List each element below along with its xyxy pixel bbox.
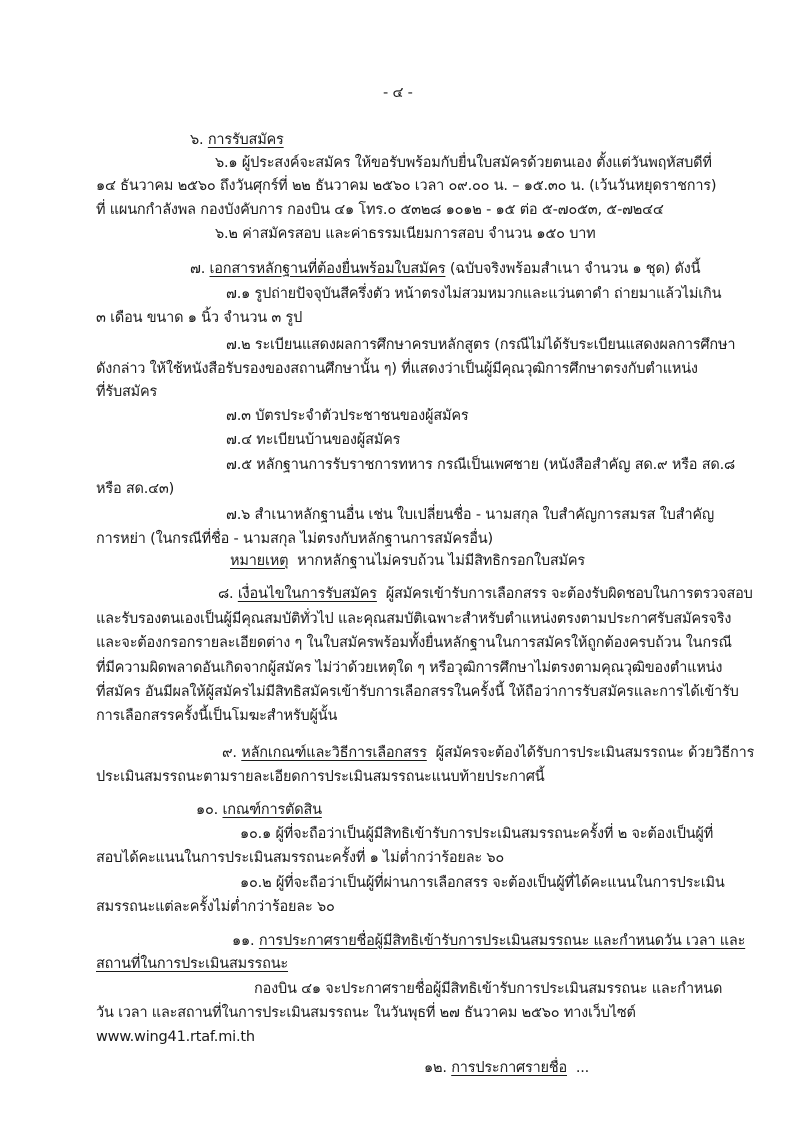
section-6-heading <box>190 130 284 150</box>
section-title: เกณฑ์การตัดสิน <box>222 802 322 818</box>
section-9-heading <box>222 743 754 763</box>
section-title-suffix: (ฉบับจริงพร้อมสำเนา จำนวน ๑ ชุด) ดังนี้ <box>449 261 701 277</box>
list-item: ๗.๒ ระเบียนแสดงผลการศึกษาครบหลักสูตร (กรณีไม่ได้รับระเบียนแสดงผลการศึกษา <box>226 337 736 353</box>
paragraph-line: ที่มีความผิดพลาดอันเกิดจากผู้สมัคร ไม่ว่าด้วยเหตุใด ๆ หรือวุฒิการศึกษาไม่ตรงตามคุณวุฒิของตำแหน่ง <box>96 660 723 676</box>
section-8-heading <box>218 584 753 604</box>
section-title: การรับสมัคร <box>207 132 284 148</box>
section-title: เอกสารหลักฐานที่ต้องยื่นพร้อมใบสมัคร <box>209 261 446 277</box>
list-item: ๑๐.๑ ผู้ที่จะถือว่าเป็นผู้มีสิทธิเข้ารับการประเมินสมรรถนะครั้งที่ ๒ จะต้องเป็นผู้ที่ <box>240 826 714 842</box>
list-item-cont: สมรรถนะแต่ละครั้งไม่ต่ำกว่าร้อยละ ๖๐ <box>96 899 335 915</box>
paragraph-line: และรับรองตนเองเป็นผู้มีคุณสมบัติทั่วไป และคุณสมบัติเฉพาะสำหรับตำแหน่งตรงตามประกาศรับสมัครจริง <box>96 611 732 627</box>
section-title: เงื่อนไขในการรับสมัคร <box>237 586 377 602</box>
section-number: ๑๐. <box>196 802 219 818</box>
list-item: ๑๐.๒ ผู้ที่จะถือว่าเป็นผู้ที่ผ่านการเลือกสรร จะต้องเป็นผู้ที่ได้คะแนนในการประเมิน <box>240 875 725 891</box>
paragraph-line: การเลือกสรรครั้งนี้เป็นโมฆะสำหรับผู้นั้น <box>96 708 338 724</box>
paragraph-line: ที่สมัคร อันมีผลให้ผู้สมัครไม่มีสิทธิสมัครเข้ารับการเลือกสรรในครั้งนี้ ให้ถือว่าการรับสมัครและการได้เข้ารับ <box>96 684 739 700</box>
list-item-cont: การหย่า (ในกรณีที่ชื่อ - นามสกุล ไม่ตรงกับหลักฐานการสมัครอื่น) <box>96 531 493 547</box>
section-number: ๘. <box>218 586 234 602</box>
paragraph-line: ๖.๑ ผู้ประสงค์จะสมัคร ให้ขอรับพร้อมกับยื่นใบสมัครด้วยตนเอง ตั้งแต่วันพฤหัสบดีที่ <box>215 155 712 171</box>
note <box>230 551 585 571</box>
page-number: - ๔ - <box>383 85 413 101</box>
section-number: ๑๑. <box>232 933 255 949</box>
list-item-cont: ที่รับสมัคร <box>96 384 158 400</box>
section-10-heading <box>196 800 322 820</box>
section-number: ๗. <box>190 261 206 277</box>
continuation-marker <box>424 1058 589 1078</box>
list-item-cont: สอบได้คะแนนในการประเมินสมรรถนะครั้งที่ ๑ ไม่ต่ำกว่าร้อยละ ๖๐ <box>96 850 505 866</box>
paragraph-text: ผู้สมัครจะต้องได้รับการประเมินสมรรถนะ ด้วยวิธีการ <box>435 745 755 761</box>
section-number: ๑๒. <box>424 1060 447 1076</box>
ellipsis: ... <box>575 1060 590 1076</box>
paragraph-text: ผู้สมัครเข้ารับการเลือกสรร จะต้องรับผิดชอบในการตรวจสอบ <box>385 586 753 602</box>
paragraph-line: ๖.๒ ค่าสมัครสอบ และค่าธรรมเนียมการสอบ จำนวน ๑๕๐ บาท <box>215 226 596 242</box>
paragraph-line: วัน เวลา และสถานที่ในการประเมินสมรรถนะ ในวันพุธที่ ๒๗ ธันวาคม ๒๕๖๐ ทางเว็บไซต์ <box>96 1005 636 1021</box>
section-11-heading <box>232 931 745 951</box>
list-item: ๗.๑ รูปถ่ายปัจจุบันสีครึ่งตัว หน้าตรงไม่สวมหมวกและแว่นตาดำ ถ่ายมาแล้วไม่เกิน <box>226 286 722 302</box>
list-item: ๗.๖ สำเนาหลักฐานอื่น เช่น ใบเปลี่ยนชื่อ - นามสกุล ใบสำคัญการสมรส ใบสำคัญ <box>226 507 715 523</box>
next-section-title: การประกาศรายชื่อ <box>451 1060 567 1076</box>
section-7-heading <box>190 259 700 279</box>
list-item-cont: ดังกล่าว ให้ใช้หนังสือรับรองของสถานศึกษานั้น ๆ) ที่แสดงว่าเป็นผู้มีคุณวุฒิการศึกษาตรงกับตำแหน่ง <box>96 361 698 377</box>
list-item: ๗.๕ หลักฐานการรับราชการทหาร กรณีเป็นเพศชาย (หนังสือสำคัญ สด.๙ หรือ สด.๘ <box>226 457 735 473</box>
section-number: ๙. <box>222 745 237 761</box>
note-text: หากหลักฐานไม่ครบถ้วน ไม่มีสิทธิกรอกใบสมัคร <box>297 553 585 569</box>
note-label: หมายเหตุ <box>230 553 289 569</box>
paragraph-line: ๑๔ ธันวาคม ๒๕๖๐ ถึงวันศุกร์ที่ ๒๒ ธันวาคม ๒๕๖๐ เวลา ๐๙.๐๐ น. – ๑๕.๓๐ น. (เว้นวันหยุดราชการ) <box>96 178 717 194</box>
section-title-cont: สถานที่ในการประเมินสมรรถนะ <box>96 956 289 972</box>
list-item-cont: หรือ สด.๔๓) <box>96 481 175 497</box>
website-url: www.wing41.rtaf.mi.th <box>96 1029 255 1045</box>
section-number: ๖. <box>190 132 204 148</box>
section-title: หลักเกณฑ์และวิธีการเลือกสรร <box>241 745 427 761</box>
paragraph-line: และจะต้องกรอกรายละเอียดต่าง ๆ ในใบสมัครพร้อมทั้งยื่นหลักฐานในการสมัครให้ถูกต้องครบถ้วน ในกรณี <box>96 635 732 651</box>
list-item-cont: ๓ เดือน ขนาด ๑ นิ้ว จำนวน ๓ รูป <box>96 310 303 326</box>
paragraph-line: ที่ แผนกกำลังพล กองบังคับการ กองบิน ๔๑ โทร.๐ ๕๓๒๘ ๑๐๑๒ - ๑๕ ต่อ ๕-๗๐๕๓, ๕-๗๒๔๔ <box>96 202 664 218</box>
paragraph-line: ประเมินสมรรถนะตามรายละเอียดการประเมินสมรรถนะแนบท้ายประกาศนี้ <box>96 769 545 785</box>
paragraph-line: กองบิน ๔๑ จะประกาศรายชื่อผู้มีสิทธิเข้ารับการประเมินสมรรถนะ และกำหนด <box>254 981 723 997</box>
list-item: ๗.๔ ทะเบียนบ้านของผู้สมัคร <box>226 432 401 448</box>
list-item: ๗.๓ บัตรประจำตัวประชาชนของผู้สมัคร <box>226 408 469 424</box>
section-title: การประกาศรายชื่อผู้มีสิทธิเข้ารับการประเมินสมรรถนะ และกำหนดวัน เวลา และ <box>258 933 746 949</box>
